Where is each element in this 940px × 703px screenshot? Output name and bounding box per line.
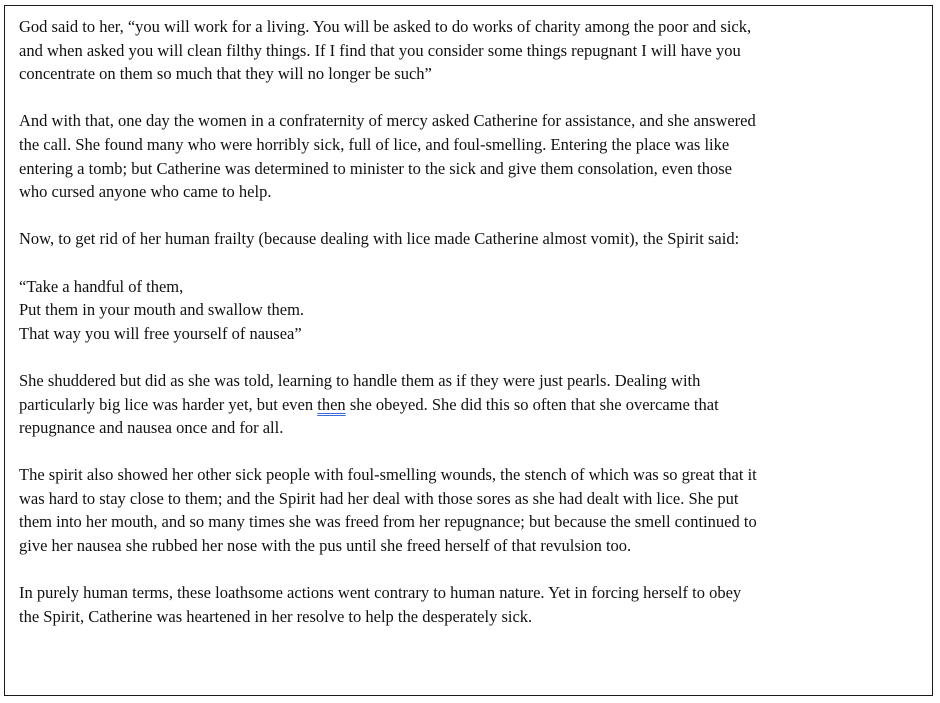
paragraph-shuddered xyxy=(19,369,924,440)
text-line: In purely human terms, these loathsome actions went contrary to human nature. Yet in forcing herself to obey xyxy=(19,583,742,603)
text-line: And with that, one day the women in a confraternity of mercy asked Catherine for assistance, and she answered xyxy=(19,111,756,131)
text-line: them into her mouth, and so many times she was freed from her repugnance; but because the smell continued to xyxy=(19,512,757,532)
text-line: give her nausea she rubbed her nose with the pus until she freed herself of that revulsion too. xyxy=(19,536,632,556)
text-line: Now, to get rid of her human frailty (because dealing with lice made Catherine almost vomit), the Spirit said: xyxy=(19,229,740,249)
text-line: The spirit also showed her other sick people with foul-smelling wounds, the stench of which was so great that it xyxy=(19,465,757,485)
text-line: God said to her, “you will work for a living. You will be asked to do works of charity among the poor and sick, xyxy=(19,17,752,36)
text-line: the call. She found many who were horribly sick, full of lice, and foul-smelling. Entering the place was like xyxy=(19,134,730,154)
paragraph-human-frailty xyxy=(19,227,924,251)
quote-line: “Take a handful of them, xyxy=(19,276,184,296)
quote-line: Put them in your mouth and swallow them. xyxy=(19,300,305,320)
text-line: concentrate on them so much that they will no longer be such” xyxy=(19,64,432,84)
paragraph-human-terms xyxy=(19,581,924,628)
document-frame xyxy=(4,5,933,696)
paragraph-wounds xyxy=(19,463,924,557)
paragraph-confraternity xyxy=(19,109,924,203)
text-fragment: she obeyed. She did this so often that she overcame that xyxy=(345,394,719,414)
grammar-flagged-word[interactable]: then xyxy=(317,394,346,414)
text-line: who cursed anyone who came to help. xyxy=(19,182,272,202)
paragraph-god-said xyxy=(19,15,924,86)
document-body[interactable] xyxy=(19,15,924,652)
quote-line: That way you will free yourself of nausea” xyxy=(19,323,302,343)
text-line: and when asked you will clean filthy things. If I find that you consider some things repugnant I will have you xyxy=(19,40,741,60)
text-fragment: particularly big lice was harder yet, but even xyxy=(19,394,318,414)
text-line: repugnance and nausea once and for all. xyxy=(19,418,284,438)
text-line: entering a tomb; but Catherine was determined to minister to the sick and give them consolation, even those xyxy=(19,158,732,178)
text-line: was hard to stay close to them; and the Spirit had her deal with those sores as she had dealt with lice. She put xyxy=(19,488,739,508)
quote-spirit xyxy=(19,275,924,346)
text-line: She shuddered but did as she was told, learning to handle them as if they were just pearls. Dealing with xyxy=(19,370,701,390)
text-line xyxy=(19,393,924,417)
text-line: the Spirit, Catherine was heartened in her resolve to help the desperately sick. xyxy=(19,606,533,626)
